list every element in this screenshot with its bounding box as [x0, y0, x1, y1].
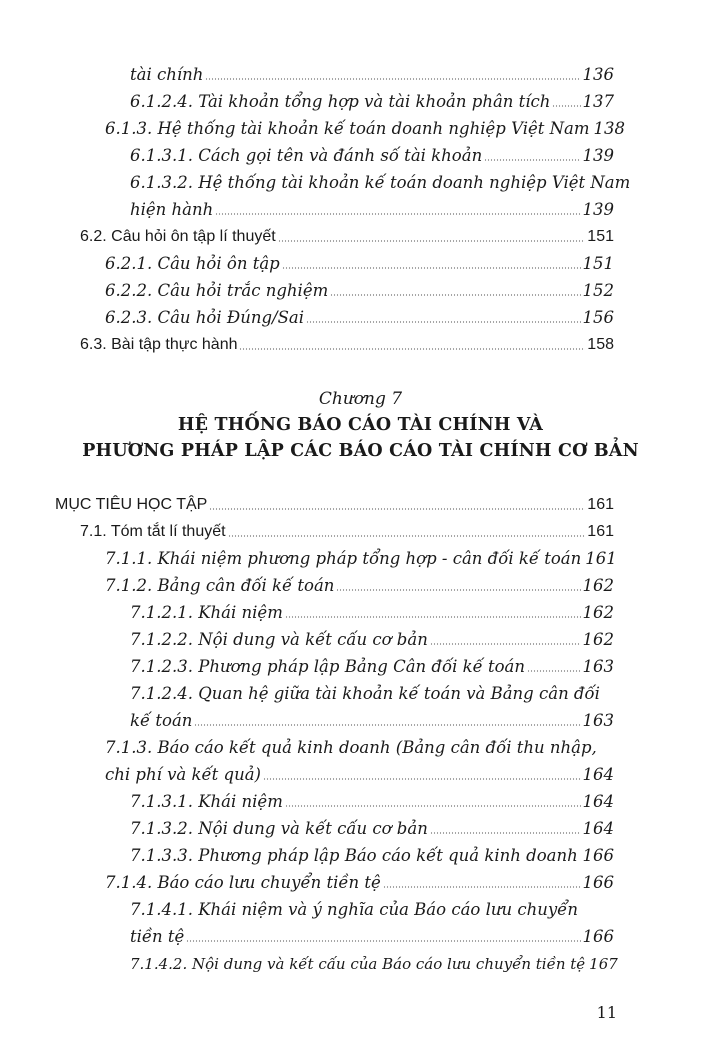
- toc-entry[interactable]: [130, 629, 614, 651]
- leader-dots: [306, 321, 581, 323]
- toc-entry[interactable]: [105, 280, 614, 302]
- toc-entry-page: 164: [582, 819, 614, 838]
- toc-entry-page: 164: [582, 792, 614, 811]
- leader-dots: [285, 616, 581, 618]
- toc-entry[interactable]: [130, 845, 614, 867]
- leader-dots: [527, 670, 580, 672]
- toc-entry[interactable]: [130, 791, 614, 813]
- toc-entry-page: 163: [582, 711, 614, 730]
- toc-entry-page: 166: [582, 873, 614, 892]
- toc-entry[interactable]: [130, 199, 614, 221]
- toc-entry-title: 6.2.1. Câu hỏi ôn tập: [105, 254, 280, 273]
- toc-entry-page: 162: [582, 576, 614, 595]
- leader-dots: [186, 940, 580, 942]
- toc-entry[interactable]: [130, 91, 614, 113]
- toc-entry[interactable]: [105, 575, 614, 597]
- toc-entry-title: chi phí và kết quả): [105, 765, 261, 784]
- toc-entry-title: 7.1.3.3. Phương pháp lập Báo cáo kết quả kinh doanh: [130, 846, 578, 865]
- leader-dots: [330, 294, 580, 296]
- toc-entry-page: 161: [587, 496, 614, 513]
- leader-dots: [228, 535, 586, 537]
- toc-entry-title: MỤC TIÊU HỌC TẬP: [55, 496, 208, 513]
- toc-entry-title: hiện hành: [130, 200, 214, 219]
- leader-dots: [263, 778, 581, 780]
- leader-dots: [383, 886, 581, 888]
- toc-entry-title: 6.1.3. Hệ thống tài khoản kế toán doanh nghiệp Việt Nam: [105, 119, 590, 138]
- toc-entry-title: tài chính: [130, 65, 204, 84]
- chapter-title-line-1: HỆ THỐNG BÁO CÁO TÀI CHÍNH VÀ: [177, 415, 544, 435]
- leader-dots: [282, 267, 581, 269]
- toc-entry-page: 151: [587, 228, 614, 245]
- toc-entry-title-line: 7.1.2.4. Quan hệ giữa tài khoản kế toán và Bảng cân đối: [130, 684, 600, 703]
- toc-entry[interactable]: [130, 64, 614, 86]
- toc-entry[interactable]: [130, 602, 614, 624]
- toc-entry-title: 6.2.3. Câu hỏi Đúng/Sai: [105, 308, 304, 327]
- toc-entry-page: 139: [582, 200, 614, 219]
- toc-entry-page: 138: [593, 119, 626, 138]
- toc-entry-title-line: 7.1.3. Báo cáo kết quả kinh doanh (Bảng cân đối thu nhập,: [105, 738, 597, 757]
- toc-entry[interactable]: [130, 953, 618, 975]
- leader-dots: [215, 213, 580, 215]
- toc-entry-title: kế toán: [130, 711, 193, 730]
- toc-entry-title: 7.1. Tóm tắt lí thuyết: [80, 523, 226, 540]
- toc-entry-page: 163: [582, 657, 614, 676]
- leader-dots: [239, 348, 585, 350]
- page-number: 11: [596, 1003, 617, 1022]
- toc-entry[interactable]: [80, 226, 614, 248]
- leader-dots: [336, 589, 580, 591]
- toc-entry-title: 7.1.2.2. Nội dung và kết cấu cơ bản: [130, 630, 428, 649]
- toc-entry[interactable]: [105, 118, 626, 140]
- toc-entry-title: 6.3. Bài tập thực hành: [80, 336, 238, 353]
- chapter-label: Chương 7: [318, 389, 403, 409]
- toc-entry-title: 6.1.2.4. Tài khoản tổng hợp và tài khoản phân tích: [130, 92, 551, 111]
- toc-entry-page: 162: [582, 603, 614, 622]
- toc-entry-title: 7.1.1. Khái niệm phương pháp tổng hợp - cân đối kế toán: [105, 549, 582, 568]
- toc-entry[interactable]: [105, 253, 614, 275]
- leader-dots: [285, 805, 581, 807]
- toc-entry-page: 164: [582, 765, 614, 784]
- toc-entry[interactable]: [105, 307, 614, 329]
- leader-dots: [209, 508, 585, 510]
- toc-entry-page: 166: [582, 927, 614, 946]
- leader-dots: [580, 859, 581, 861]
- toc-entry[interactable]: [130, 818, 614, 840]
- toc-entry-page: 136: [582, 65, 614, 84]
- leader-dots: [430, 832, 581, 834]
- toc-entry[interactable]: [130, 656, 614, 678]
- leader-dots: [278, 240, 586, 242]
- toc-entry[interactable]: [130, 710, 614, 732]
- toc-entry[interactable]: [55, 494, 614, 516]
- leader-dots: [205, 78, 580, 80]
- toc-entry[interactable]: [130, 145, 614, 167]
- toc-entry-title: 7.1.2.3. Phương pháp lập Bảng Cân đối kế toán: [130, 657, 526, 676]
- toc-entry-title: 6.2.2. Câu hỏi trắc nghiệm: [105, 281, 329, 300]
- toc-entry[interactable]: [105, 548, 617, 570]
- toc-entry-title: 7.1.4. Báo cáo lưu chuyển tiền tệ: [105, 873, 381, 892]
- toc-entry-title: 6.2. Câu hỏi ôn tập lí thuyết: [80, 228, 276, 245]
- toc-entry[interactable]: [80, 334, 614, 356]
- toc-entry-page: 167: [589, 955, 618, 973]
- toc-entry-title: 6.1.3.1. Cách gọi tên và đánh số tài khoản: [130, 146, 483, 165]
- leader-dots: [430, 643, 581, 645]
- toc-entry-page: 166: [582, 846, 614, 865]
- toc-entry-title: 7.1.3.2. Nội dung và kết cấu cơ bản: [130, 819, 428, 838]
- toc-entry-page: 158: [587, 336, 614, 353]
- toc-entry-page: 139: [582, 146, 614, 165]
- toc-entry-title: 7.1.3.1. Khái niệm: [130, 792, 283, 811]
- toc-entry[interactable]: [80, 521, 614, 543]
- toc-entry[interactable]: [105, 872, 614, 894]
- toc-entry-page: 161: [585, 549, 617, 568]
- leader-dots: [552, 105, 580, 107]
- toc-entry[interactable]: [130, 926, 614, 948]
- toc-entry-title: 7.1.2.1. Khái niệm: [130, 603, 283, 622]
- toc-entry-page: 156: [582, 308, 614, 327]
- toc-entry-page: 161: [587, 523, 614, 540]
- leader-dots: [484, 159, 580, 161]
- toc-entry-page: 151: [582, 254, 614, 273]
- toc-entry-title: 7.1.4.2. Nội dung và kết cấu của Báo cáo lưu chuyển tiền tệ: [130, 955, 586, 973]
- toc-entry-title: tiền tệ: [130, 927, 185, 946]
- toc-entry[interactable]: [105, 764, 614, 786]
- toc-entry-page: 137: [582, 92, 614, 111]
- toc-entry-title-line: 7.1.4.1. Khái niệm và ý nghĩa của Báo cáo lưu chuyển: [130, 900, 578, 919]
- leader-dots: [194, 724, 580, 726]
- toc-entry-title-line: 6.1.3.2. Hệ thống tài khoản kế toán doanh nghiệp Việt Nam: [130, 173, 631, 192]
- toc-entry-page: 162: [582, 630, 614, 649]
- toc-entry-page: 152: [582, 281, 614, 300]
- toc-entry-title: 7.1.2. Bảng cân đối kế toán: [105, 576, 335, 595]
- chapter-title-line-2: PHƯƠNG PHÁP LẬP CÁC BÁO CÁO TÀI CHÍNH CƠ BẢN: [82, 441, 639, 461]
